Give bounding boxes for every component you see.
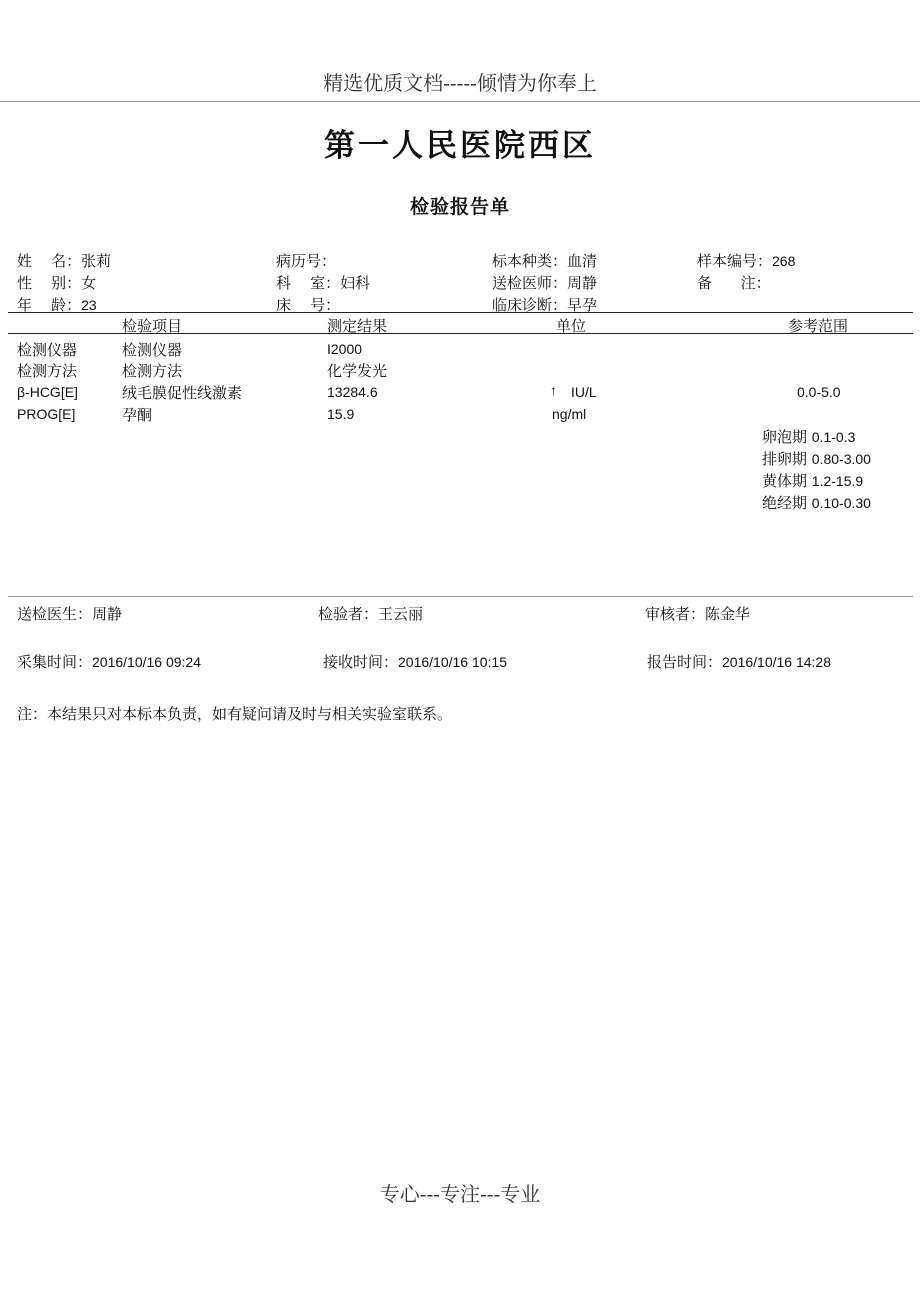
- header-divider: [0, 101, 920, 102]
- row-reference-range: 0.0-5.0: [797, 384, 841, 400]
- sending-doctor-label: 送检医师：: [492, 274, 568, 292]
- disclaimer-note: 注：本结果只对本标本负责，如有疑问请及时与相关实验室联系。: [17, 705, 453, 723]
- row-item-name: 绒毛膜促性线激素: [122, 384, 243, 402]
- row-code: β-HCG[E]: [17, 384, 78, 400]
- reference-range-line: [762, 492, 871, 513]
- patient-name-field: [17, 250, 111, 271]
- report-time: [647, 651, 831, 672]
- page-footer-text: 专心---专注---专业: [379, 1182, 541, 1206]
- report-time-label: 报告时间：: [647, 653, 723, 671]
- remark-label: 备 注：: [697, 274, 771, 292]
- signoff-reviewer-label: 审核者：: [645, 605, 706, 623]
- sample-number-value: 268: [772, 253, 796, 269]
- row-result: I2000: [327, 341, 363, 357]
- row-result: 15.9: [327, 406, 355, 422]
- patient-sex-value: 女: [81, 274, 97, 292]
- row-code: PROG[E]: [17, 406, 76, 422]
- row-result: 13284.6: [327, 384, 378, 400]
- patient-sex-field: [17, 272, 96, 293]
- specimen-type-label: 标本种类：: [492, 252, 568, 270]
- reviewer-signoff: [645, 603, 750, 624]
- row-result: 化学发光: [327, 362, 388, 380]
- sample-number-label: 样本编号：: [697, 252, 773, 270]
- row-unit: IU/L: [571, 384, 597, 400]
- department-field: [276, 272, 370, 293]
- diagnosis-value: 早孕: [567, 296, 598, 314]
- signoff-tester-label: 检验者：: [318, 605, 379, 623]
- sending-doctor-signoff: [17, 603, 122, 624]
- column-header-unit: 单位: [556, 317, 587, 335]
- row-item-name: 孕酮: [122, 406, 153, 424]
- hospital-name: 第一人民医院西区: [324, 128, 596, 164]
- signoff-sender-value: 周静: [92, 605, 123, 623]
- signoff-sender-label: 送检医生：: [17, 605, 93, 623]
- diagnosis-label: 临床诊断：: [492, 296, 568, 314]
- sending-doctor-value: 周静: [567, 274, 598, 292]
- patient-name-label: 姓 名：: [17, 252, 82, 270]
- table-top-rule: [8, 312, 913, 313]
- record-number-label: 病历号：: [276, 252, 337, 270]
- patient-name-value: 张莉: [81, 252, 112, 270]
- patient-sex-label: 性 别：: [17, 274, 82, 292]
- specimen-type-value: 血清: [567, 252, 598, 270]
- range-phase: 黄体期: [762, 472, 808, 490]
- tester-signoff: [318, 603, 423, 624]
- column-header-item: 检验项目: [122, 317, 183, 335]
- range-value: 0.1-0.3: [811, 429, 856, 445]
- patient-age-value: 23: [81, 297, 97, 313]
- column-header-range: 参考范围: [788, 317, 849, 335]
- row-unit: ng/ml: [552, 406, 587, 422]
- page-header-text: 精选优质文档-----倾情为你奉上: [323, 71, 597, 95]
- abnormal-high-flag-icon: ↑: [550, 382, 557, 398]
- range-value: 1.2-15.9: [811, 473, 864, 489]
- department-label: 科 室：: [276, 274, 341, 292]
- row-code: 检测仪器: [17, 341, 78, 359]
- signoff-tester-value: 王云丽: [378, 605, 424, 623]
- row-code: 检测方法: [17, 362, 78, 380]
- collect-time-value: 2016/10/16 09:24: [92, 654, 202, 670]
- range-phase: 排卵期: [762, 450, 808, 468]
- bed-label: 床 号：: [276, 296, 341, 314]
- sample-number-field: [697, 250, 795, 271]
- reference-range-line: [762, 448, 871, 469]
- reference-range-line: [762, 426, 855, 447]
- column-header-result: 测定结果: [327, 317, 388, 335]
- report-title: 检验报告单: [409, 196, 510, 218]
- range-phase: 卵泡期: [762, 428, 808, 446]
- row-item-name: 检测方法: [122, 362, 183, 380]
- receive-time-label: 接收时间：: [323, 653, 399, 671]
- department-value: 妇科: [340, 274, 371, 292]
- table-bottom-rule: [8, 596, 913, 597]
- collect-time: [17, 651, 201, 672]
- patient-age-label: 年 龄：: [17, 296, 82, 314]
- range-value: 0.80-3.00: [811, 451, 871, 467]
- row-item-name: 检测仪器: [122, 341, 183, 359]
- sending-doctor-field: [492, 272, 597, 293]
- range-value: 0.10-0.30: [811, 495, 871, 511]
- receive-time: [323, 651, 507, 672]
- receive-time-value: 2016/10/16 10:15: [398, 654, 508, 670]
- specimen-type-field: [492, 250, 597, 271]
- report-time-value: 2016/10/16 14:28: [722, 654, 832, 670]
- signoff-reviewer-value: 陈金华: [705, 605, 751, 623]
- reference-range-line: [762, 470, 863, 491]
- collect-time-label: 采集时间：: [17, 653, 93, 671]
- remark-field: [697, 272, 771, 293]
- record-number-field: [276, 250, 336, 271]
- range-phase: 绝经期: [762, 494, 808, 512]
